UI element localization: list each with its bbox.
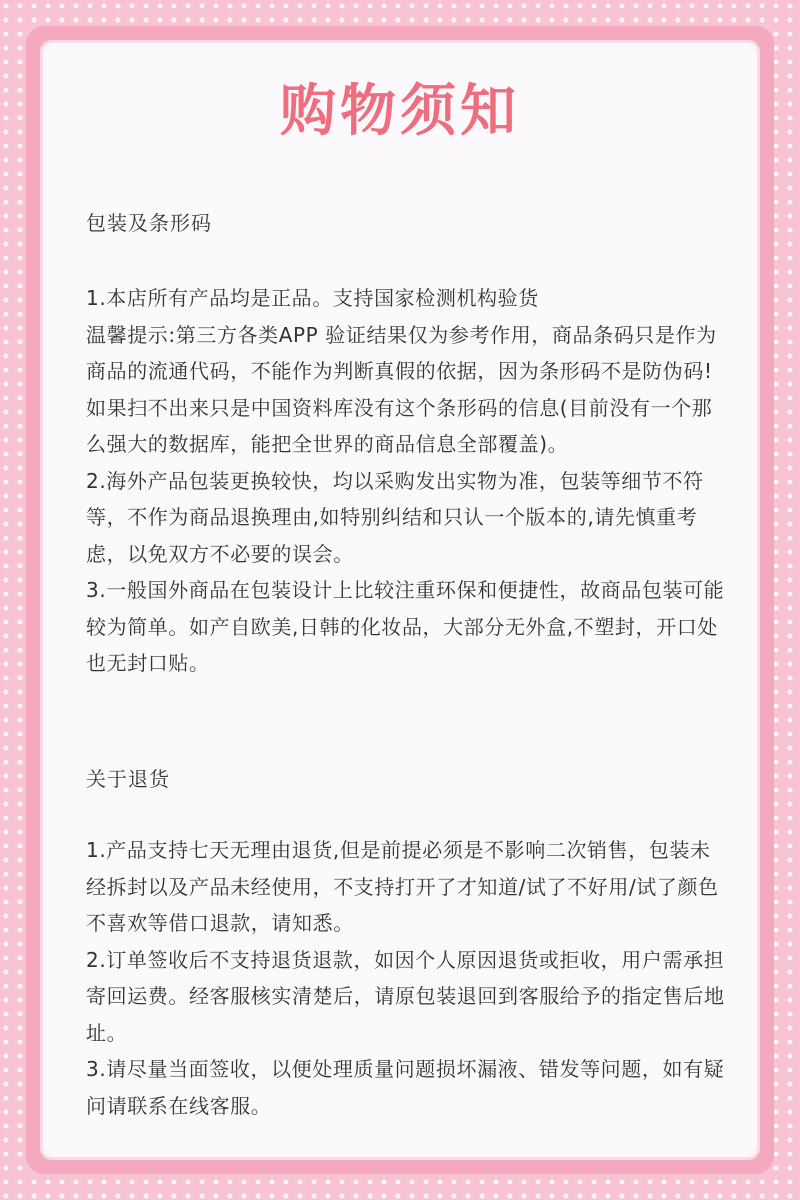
returns-item-1: 1.产品支持七天无理由退货,但是前提必须是不影响二次销售，包装未经拆封以及产品未经使用，不支持打开了才知道/试了不好用/试了颜色不喜欢等借口退款，请知悉。: [86, 838, 719, 935]
returns-notes: [86, 832, 726, 1124]
section-heading-packaging: 包装及条形码: [86, 211, 212, 235]
returns-item-3: 3.请尽量当面签收，以便处理质量问题损坏漏液、错发等问题，如有疑问请联系在线客服。: [86, 1057, 725, 1118]
returns-item-2: 2.订单签收后不支持退货退款，如因个人原因退货或拒收，用户需承担寄回运费。经客服核实清楚后，请原包装退回到客服给予的指定售后地址。: [86, 947, 725, 1045]
packaging-item-3: 3.一般国外商品在包装设计上比较注重环保和便捷性，故商品包装可能较为简单。如产自欧美,日韩的化妆品，大部分无外盒,不塑封，开口处也无封口贴。: [86, 578, 725, 675]
page-title: 购物须知: [280, 79, 520, 144]
section-heading-returns: 关于退货: [86, 767, 170, 791]
packaging-item-1: 1.本店所有产品均是正品。支持国家检测机构验货: [86, 286, 539, 310]
packaging-tip: 温馨提示:第三方各类APP 验证结果仅为参考作用，商品条码只是作为商品的流通代码，不能作为判断真假的依据，因为条形码不是防伪码!如果扫不出来只是中国资料库没有这个条形码的信息(目前没有一个那么强大的数据库，能把全世界的商品信息全部覆盖)。: [86, 322, 717, 456]
packaging-item-2: 2.海外产品包装更换较快，均以采购发出实物为准，包装等细节不符等，不作为商品退换理由,如特别纠结和只认一个版本的,请先慎重考虑，以免双方不必要的误会。: [86, 468, 704, 566]
packaging-notes: [86, 280, 726, 682]
